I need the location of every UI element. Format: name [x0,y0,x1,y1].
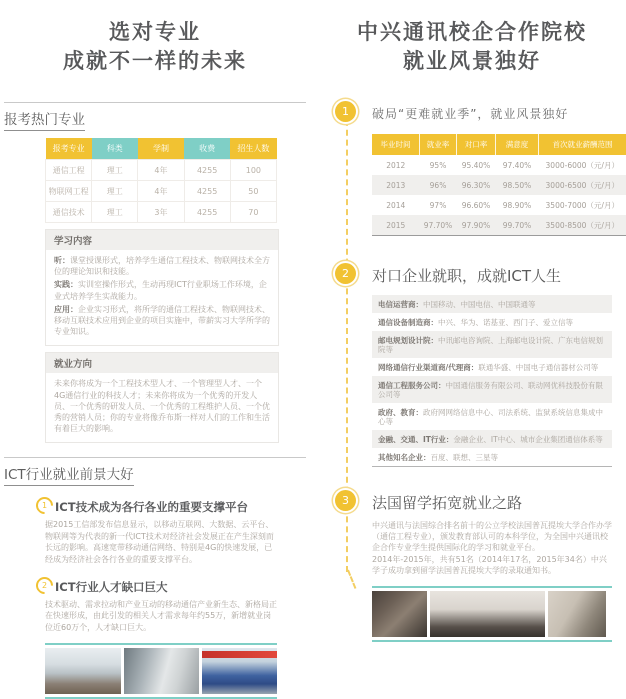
company-names: 中讯邮电咨询院、上海邮电设计院、广东电信规划院等 [378,336,603,354]
list-item [372,358,612,376]
majors-col-category: 科类 [92,138,138,160]
company-names: 中兴、华为、诺基亚、西门子、爱立信等 [438,318,573,327]
france-paragraph-2: 2014年-2015年，共有51名（2014年17名，2015年34名）中兴学子成功拿到留学法国普瓦提埃大学的录取通知书。 [372,554,612,576]
number-1-ring-icon [32,494,56,518]
study-content-box-title: 学习内容 [46,230,278,250]
table-row [372,195,626,215]
cell: 3500-8500（元/月） [539,215,626,236]
list-item [372,430,612,448]
cell: 通信技术 [46,202,92,223]
study-item-text: 企业实习形式，将所学的通信工程技术、物联网技术、移动互联技术应用到企业的项目实施中，带薪实习大学所学的专业知识。 [54,305,270,336]
cell: 96.30% [457,175,496,195]
prospect-item-title: ICT行业人才缺口巨大 [55,579,277,595]
majors-col-fee: 收费 [184,138,230,160]
company-category-label: 邮电规划设计院： [378,336,438,345]
lab-equipment-photo [124,648,199,694]
red-banner [202,651,277,658]
marker-number: 2 [38,579,51,592]
study-item-label: 听： [54,256,70,265]
study-content-box [45,229,279,346]
prospect-item-text: 据2015工信部发布信息显示，以移动互联网、大数据、云平台、物联网等为代表的新一代ICT技术对经济社会发展正在产生深刻而长远的影响。高速宽带移动通信网络、特别是4G的快速发展，已经成为经济社会各行各业的重要支撑平台。 [45,519,277,565]
table-row [372,175,626,195]
right-column [372,0,612,642]
classroom-discussion-photo [45,648,121,694]
cell: 99.70% [496,215,539,236]
cell: 2014 [372,195,420,215]
list-item [372,376,612,403]
cell: 物联网工程 [46,181,92,202]
cell: 2012 [372,155,420,175]
table-row [46,202,277,223]
cell: 4年 [138,181,184,202]
cell: 3年 [138,202,184,223]
cell: 4255 [184,160,230,181]
step-2-badge-icon: 2 [335,263,356,284]
emp-col-match: 对口率 [457,134,496,155]
cell: 97.40% [496,155,539,175]
majors-col-duration: 学制 [138,138,184,160]
france-section-title: 法国留学拓宽就业之路 [372,493,612,514]
cell: 2013 [372,175,420,195]
list-item [372,295,612,313]
career-direction-text: 未来你将成为一个工程技术型人才、一个管理型人才、一个4G通信行业的科技人才；未来你将成为一个优秀的开发人员、一个优秀的研发人员、一个优秀的工程维护人员、一个优秀的营销人员；你的专业将像乔布斯一样对人们的工作和生活有着巨大的影响。 [54,378,270,434]
study-item-text: 实训室操作形式，生动再现ICT行业职场工作环境，企业式培养学生实战能力。 [54,280,267,300]
employment-table [372,134,626,236]
cell: 3000-6500（元/月） [539,175,626,195]
cell: 4255 [184,181,230,202]
cell: 96.60% [457,195,496,215]
cell: 70 [230,202,276,223]
career-direction-box [45,352,279,443]
company-category-label: 政府、教育： [378,408,423,417]
emp-col-satisfaction: 满意度 [496,134,539,155]
cell: 98.90% [496,195,539,215]
company-category-label: 金融、交通、IT行业： [378,435,453,444]
right-title-line2: 就业风景独好 [332,47,612,76]
step-3-badge-icon: 3 [335,490,356,511]
career-direction-box-body [46,373,278,442]
cell: 4255 [184,202,230,223]
prospects-heading-label: ICT行业就业前景大好 [4,463,134,486]
list-item [372,331,612,358]
study-item-label: 实践： [54,280,78,289]
france-paragraph-1: 中兴通讯与法国综合排名前十的公立学校法国普瓦提埃大学合作办学（通信工程专业），颁发教育部认可的本科学位，为全国中兴通讯校企合作专业学生提供国际化的学习和就业平台。 [372,520,612,554]
study-item [54,304,270,338]
right-page-title [332,18,612,76]
majors-col-major: 报考专业 [46,138,92,160]
company-category-label: 通信设备制造商： [378,318,438,327]
cell: 通信工程 [46,160,92,181]
cell: 50 [230,181,276,202]
career-direction-box-title: 就业方向 [46,353,278,373]
left-title-line2: 成就不一样的未来 [4,47,306,76]
cell: 95.40% [457,155,496,175]
marker-number: 1 [38,499,51,512]
training-room-photo [202,648,277,694]
emp-col-rate: 就业率 [420,134,457,155]
company-names: 中国通信服务有限公司、联动网优科技股份有限公司等 [378,381,603,399]
section-companies [372,266,612,467]
cell: 98.50% [496,175,539,195]
study-item-text: 课堂授课形式，培养学生通信工程技术、物联网技术全方位的理论知识和技能。 [54,256,270,276]
company-list [372,295,612,467]
table-row [46,181,277,202]
company-names: 联通华盛、中国电子通信器材公司等 [478,363,598,372]
list-item [372,403,612,430]
company-names: 中国移动、中国电信、中国联通等 [423,300,536,309]
section-hot-majors-heading [4,102,306,131]
cell: 3500-7000（元/月） [539,195,626,215]
cell: 100 [230,160,276,181]
prospect-item-text: 技术驱动、需求拉动和产业互动的移动通信产业新生态、新格局正在快速形成，由此引发的相关人才需求每年约55万，新增就业岗位近60万个，人才缺口巨大。 [45,599,277,634]
timeline-dashed-tail [347,570,356,589]
prospect-item-title: ICT技术成为各行各业的重要支撑平台 [55,499,277,515]
prospect-item-2 [45,579,277,634]
company-names: 百度、联想、三星等 [431,453,499,462]
france-section-text [372,520,612,576]
table-row [372,155,626,175]
cell: 97.90% [457,215,496,236]
list-item [372,313,612,331]
company-category-label: 其他知名企业： [378,453,431,462]
company-category-label: 通信工程服务公司： [378,381,446,390]
list-item [372,448,612,466]
number-2-ring-icon [32,573,56,597]
right-title-line1: 中兴通讯校企合作院校 [332,18,612,47]
section-prospects-heading [4,457,306,486]
cell: 97.70% [420,215,457,236]
hot-majors-heading-label: 报考热门专业 [4,108,85,131]
study-content-box-body [46,250,278,345]
cell: 理工 [92,202,138,223]
employment-header-row [372,134,626,155]
study-item [54,279,270,301]
company-names: 金融企业、IT中心、城市企业集团通信体系等 [453,435,602,444]
majors-col-enrollment: 招生人数 [230,138,276,160]
left-page-title [4,18,306,76]
prospect-item-1 [45,499,277,565]
left-column [4,0,306,699]
emp-col-salary: 首次就业薪酬范围 [539,134,626,155]
employment-section-title: 破局“更难就业季”，就业风景独好 [372,104,612,125]
company-names: 政府网网络信息中心、司法系统、监狱系统信息集成中心等 [378,408,603,426]
cell: 2015 [372,215,420,236]
company-category-label: 网络通信行业渠道商/代理商： [378,363,478,372]
left-title-line1: 选对专业 [4,18,306,47]
cell: 97% [420,195,457,215]
left-photo-strip [45,643,277,699]
cell: 95% [420,155,457,175]
section-employment [372,104,612,236]
cell: 理工 [92,181,138,202]
study-item-label: 应用： [54,305,78,314]
step-1-badge-icon: 1 [335,101,356,122]
company-category-label: 电信运营商： [378,300,423,309]
cell: 4年 [138,160,184,181]
table-row [372,215,626,236]
table-row [46,160,277,181]
companies-section-title: 对口企业就职，成就ICT人生 [372,266,612,287]
majors-table [45,138,277,223]
cell: 理工 [92,160,138,181]
emp-col-year: 毕业时间 [372,134,420,155]
cell: 3000-6000（元/月） [539,155,626,175]
study-item [54,255,270,277]
cell: 96% [420,175,457,195]
majors-table-header-row [46,138,277,160]
section-france-study [372,493,612,642]
